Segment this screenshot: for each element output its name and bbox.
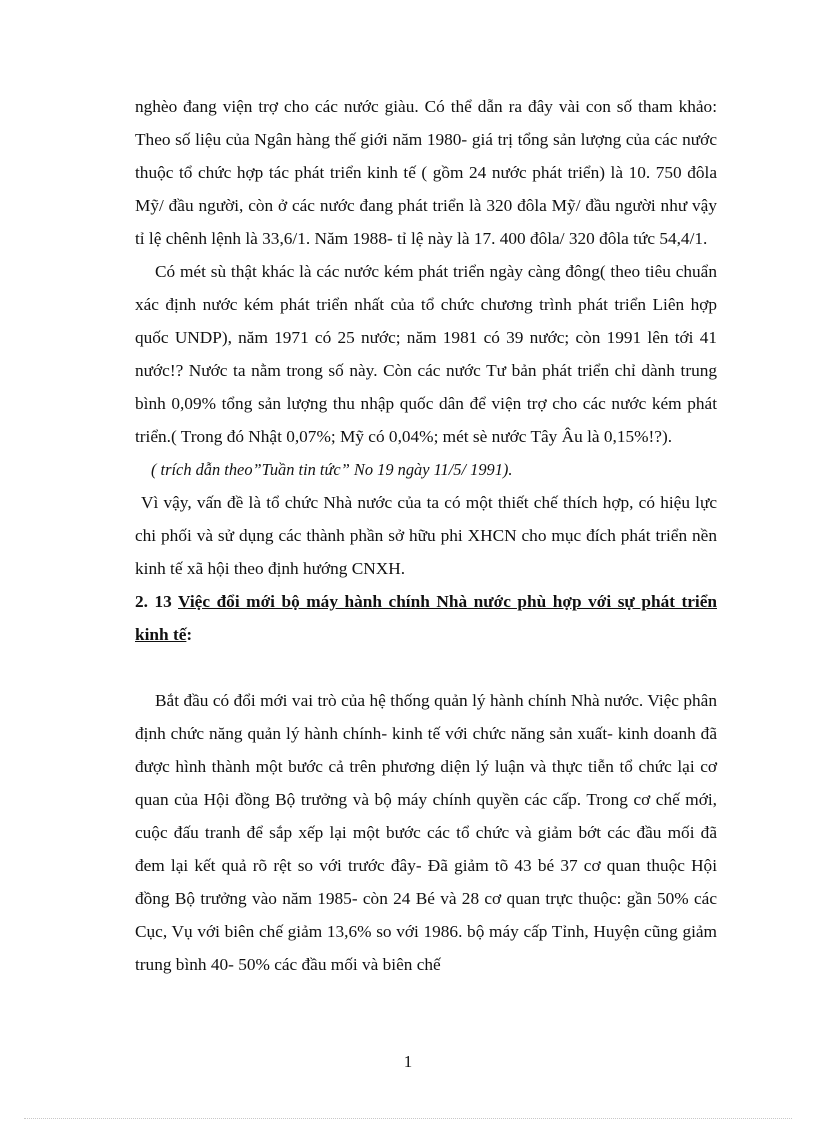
paragraph-administrative-reform: Bắt đầu có đổi mới vai trò của hệ thống quản lý hành chính Nhà nước. Việc phân định chức năng quản lý hành chính- kinh tế với chức năng sản xuất- kinh doanh đã được hình thành một bước cả trên phương diện lý luận và thực tiễn tổ chức lại cơ quan của Hội đồng Bộ trưởng và bộ máy chính quyền các cấp. Trong cơ chế mới, cuộc đấu tranh để sắp xếp lại một bước các tổ chức và giảm bớt các đầu mối đã đem lại kết quả rõ rệt so với trước đây- Đã giảm tõ 43 bé 37 cơ quan thuộc Hội đồng Bộ trưởng vào năm 1985- còn 24 Bé và 28 cơ quan trực thuộc: gần 50% các Cục, Vụ với biên chế giảm 13,6% so với 1986. bộ máy cấp Tỉnh, Huyện cũng giảm trung bình 40- 50% các đầu mối và biên chế xyxy=(135,691,717,974)
section-heading xyxy=(135,585,717,651)
blank-line xyxy=(135,651,717,684)
section-colon: : xyxy=(186,625,193,644)
paragraph-foreign-aid-figures: nghèo đang viện trợ cho các nước giàu. Có thể dẫn ra đây vài con số tham khảo: Theo số liệu của Ngân hàng thế giới năm 1980- giá trị tổng sản lượng của các nước thuộc tổ chức hợp tác phát triển kinh tế ( gồm 24 nước phát triển) là 10. 750 đôla Mỹ/ đầu người, còn ở các nước đang phát triển là 320 đôla Mỹ/ đầu người như vậy tỉ lệ chênh lệnh là 33,6/1. Năm 1988- tỉ lệ này là 17. 400 đôla/ 320 đôla tức 54,4/1. xyxy=(135,97,717,248)
document-body xyxy=(135,90,717,981)
section-number: 2. 13 xyxy=(135,592,172,611)
page-bottom-border xyxy=(24,1118,792,1119)
paragraph-least-developed-countries: Có mét sù thật khác là các nước kém phát triển ngày càng đông( theo tiêu chuẩn xác định nước kém phát triển nhất của tổ chức chương trình phát triển Liên hợp quốc UNDP), năm 1971 có 25 nước; năm 1981 có 39 nước; còn 1991 lên tới 41 nước!? Nước ta nằm trong số này. Còn các nước Tư bản phát triển chỉ dành trung bình 0,09% tổng sản lượng thu nhập quốc dân để viện trợ cho các nước kém phát triển.( Trong đó Nhật 0,07%; Mỹ có 0,04%; mét sè nước Tây Âu là 0,15%!?). xyxy=(135,262,717,446)
section-title: Việc đổi mới bộ máy hành chính Nhà nước phù hợp với sự phát triển kinh tế xyxy=(135,592,718,644)
page-number: 1 xyxy=(403,1052,413,1071)
citation-source: ( trích dẫn theo”Tuần tin tức” No 19 ngày 11/5/ 1991). xyxy=(151,460,513,479)
paragraph-state-organization: Vì vậy, vấn đề là tổ chức Nhà nước của ta có một thiết chế thích hợp, có hiệu lực chi phối và sử dụng các thành phần sở hữu phi XHCN cho mục đích phát triển nền kinh tế xã hội theo định hướng CNXH. xyxy=(135,493,717,578)
